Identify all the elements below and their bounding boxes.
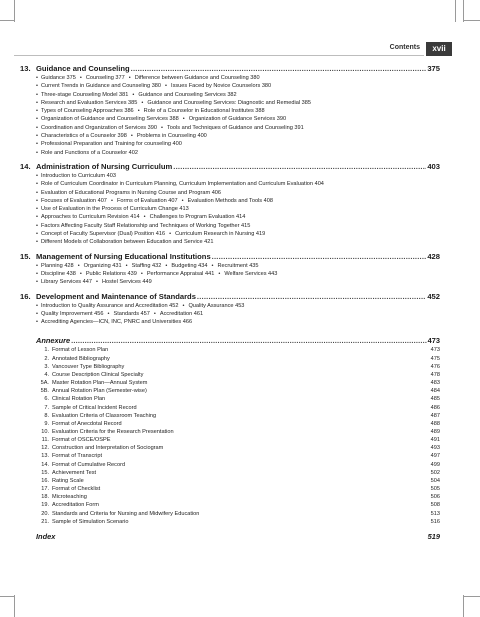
topic-entry[interactable]: Evaluation Methods and Tools 408 [187, 197, 273, 204]
chapter-number: 13. [20, 64, 31, 73]
annexure-item[interactable] [36, 518, 440, 526]
topic-entry[interactable]: Organization of Guidance Services 390 [188, 116, 287, 123]
bullet-icon: • [36, 172, 38, 179]
topic-list [20, 302, 440, 327]
chapter-heading[interactable] [20, 162, 440, 172]
topic-line [36, 140, 440, 148]
bullet-icon: • [211, 262, 214, 269]
topic-entry[interactable]: Three-stage Counseling Model 381 [41, 91, 129, 98]
topic-entry[interactable]: Issues Faced by Novice Counselors 380 [171, 83, 272, 90]
annexure-item-title: Format of Checklist [52, 486, 101, 493]
bullet-icon: • [36, 181, 38, 188]
annexure-item-page: 508 [430, 502, 440, 509]
topic-line [36, 115, 440, 123]
topic-entry[interactable]: Tools and Techniques of Guidance and Counseling 391 [167, 124, 304, 131]
annexure-item-number: 3. [44, 363, 49, 370]
topic-line [36, 74, 440, 82]
annexure-item-page: 513 [430, 510, 440, 517]
topic-line [36, 205, 440, 213]
topic-line [36, 197, 440, 205]
bullet-icon: • [36, 108, 38, 115]
annexure-item-page: 476 [430, 363, 440, 370]
topic-entry[interactable]: Role of Curriculum Coordinator in Curriculum Planning, Curriculum Implementation and Curriculum Evaluation 404 [41, 181, 324, 188]
bullet-icon: • [36, 149, 38, 156]
bullet-icon: • [182, 116, 185, 123]
bullet-icon: • [36, 141, 38, 148]
chapter-entry [20, 292, 440, 327]
topic-entry[interactable]: Guidance 375 [41, 75, 76, 81]
bullet-icon: • [141, 99, 144, 106]
annexure-item-title: Course Description Clinical Specialty [52, 371, 144, 378]
topic-line [36, 189, 440, 197]
annexure-item-title: Evaluation Criteria for the Research Presentation [52, 428, 174, 435]
bullet-icon: • [36, 319, 38, 326]
topic-line [36, 278, 440, 286]
annexure-item[interactable] [36, 428, 440, 436]
topic-line [36, 230, 440, 238]
annexure-item-number: 20. [41, 510, 49, 517]
annexure-item-page: 516 [430, 518, 440, 525]
bullet-icon: • [36, 206, 38, 213]
bullet-icon: • [77, 262, 80, 269]
topic-entry[interactable]: Quality Improvement 456 [41, 310, 104, 317]
annexure-item[interactable] [36, 404, 440, 412]
bullet-icon: • [140, 270, 143, 277]
bullet-icon: • [137, 108, 140, 115]
topic-entry[interactable]: Recruitment 435 [217, 262, 259, 269]
chapter-heading[interactable] [20, 252, 440, 262]
header-section-label: Contents [389, 44, 420, 51]
bullet-icon: • [96, 279, 98, 286]
dot-leader [212, 252, 427, 262]
bullet-icon: • [36, 270, 38, 277]
chapter-number: 14. [20, 161, 31, 171]
annexure-item-title: Construction and Interpretation of Sociogram [52, 445, 164, 452]
topic-entry[interactable]: Professional Preparation and Training for counseling 400 [41, 141, 182, 148]
topic-entry[interactable]: Role of a Counselor in Educational Institutes 388 [143, 108, 265, 115]
index-entry[interactable] [36, 532, 440, 541]
annexure-item-number: 5A. [40, 380, 49, 387]
annexure-item-page: 504 [430, 477, 440, 484]
bullet-icon: • [165, 83, 168, 90]
chapter-title: Development and Maintenance of Standards [36, 291, 196, 301]
topic-list [20, 262, 440, 287]
annexure-item-page: 497 [430, 453, 440, 460]
topic-entry[interactable]: Types of Counseling Approaches 386 [41, 108, 134, 115]
chapter-entry [20, 252, 440, 287]
bullet-icon: • [36, 302, 38, 309]
bullet-icon: • [169, 231, 172, 238]
topic-entry[interactable]: Different Models of Collaboration between Education and Service 421 [41, 239, 214, 246]
dot-leader [71, 336, 427, 346]
annexure-item[interactable] [36, 379, 440, 387]
annexure-item[interactable] [36, 510, 440, 518]
annexure-item-number: 7. [44, 404, 49, 411]
annexure-item[interactable] [36, 387, 440, 395]
annexure-item-page: 499 [430, 461, 440, 468]
topic-entry[interactable]: Discipline 438 [41, 270, 76, 277]
topic-line [36, 91, 440, 99]
header-page-number: xvii [426, 42, 452, 56]
table-of-contents [20, 64, 440, 541]
topic-line [36, 213, 440, 221]
annexure-item-page: 491 [430, 437, 440, 444]
bullet-icon: • [153, 310, 156, 317]
crop-mark [14, 595, 15, 617]
topic-entry[interactable]: Challenges to Program Evaluation 414 [149, 214, 246, 221]
annexure-item-page: 484 [430, 388, 440, 395]
chapter-title: Administration of Nursing Curriculum [36, 161, 173, 171]
topic-entry[interactable]: Quality Assurance 453 [188, 302, 245, 309]
annexure-item[interactable] [36, 436, 440, 444]
bullet-icon: • [36, 133, 38, 140]
annexure-item-number: 11. [41, 437, 49, 444]
topic-list [20, 172, 440, 247]
topic-entry[interactable]: Problems in Counseling 400 [136, 133, 207, 140]
dot-leader [173, 162, 426, 172]
annexure-item-number: 8. [44, 412, 49, 419]
index-page: 519 [427, 531, 440, 541]
annexure-item-title: Annual Rotation Plan (Semester-wise) [52, 388, 147, 395]
bullet-icon: • [165, 262, 168, 269]
crop-mark [0, 20, 14, 21]
topic-entry[interactable]: Accreditation 461 [159, 310, 204, 317]
bullet-icon: • [36, 189, 38, 196]
chapter-title: Management of Nursing Educational Institutions [36, 251, 211, 261]
topic-line [36, 302, 440, 310]
topic-entry[interactable]: Planning 428 [41, 262, 74, 269]
annexure-item-page: 506 [430, 494, 440, 501]
annexure-item-title: Sample of Simulation Scenario [52, 518, 129, 525]
annexure-item-title: Format of Transcript [52, 453, 103, 460]
annexure-item-page: 478 [430, 371, 440, 378]
annexure-item-title: Format of Cumulative Record [52, 461, 126, 468]
topic-line [36, 149, 440, 157]
annexure-item-number: 4. [44, 371, 49, 378]
crop-mark [14, 0, 15, 22]
topic-line [36, 180, 440, 188]
chapter-title: Guidance and Counseling [36, 64, 130, 73]
topic-entry[interactable]: Budgeting 434 [171, 262, 208, 269]
annexure-item-title: Standards and Criteria for Nursing and Midwifery Education [52, 510, 200, 517]
topic-entry[interactable]: Curriculum Research in Nursing 419 [175, 231, 266, 238]
crop-mark [463, 0, 464, 22]
annexure-item-title: Sample of Critical Incident Record [52, 404, 137, 411]
annexure-item-page: 502 [430, 469, 440, 476]
annexure-item-number: 13. [41, 453, 49, 460]
chapter-heading[interactable] [20, 64, 440, 74]
annexure-item[interactable] [36, 452, 440, 460]
chapter-page: 452 [427, 291, 440, 301]
annexure-item-title: Achievement Test [52, 469, 97, 476]
annexure-item-title: Rating Scale [52, 477, 84, 484]
annexure-item-title: Vancouver Type Bibliography [52, 363, 125, 370]
annexure-item[interactable] [36, 363, 440, 371]
topic-line [36, 124, 440, 132]
annexure-item-title: Microteaching [52, 494, 87, 501]
annexure-item-number: 15. [41, 469, 49, 476]
header-rule [14, 55, 424, 56]
annexure-item-number: 21. [41, 518, 49, 525]
annexure-item[interactable] [36, 469, 440, 477]
topic-entry[interactable]: Counseling 377 [85, 75, 125, 81]
annexure-item[interactable] [36, 420, 440, 428]
annexure-item-page: 475 [430, 355, 440, 362]
topic-entry[interactable]: Welfare Services 443 [224, 270, 278, 277]
annexure-item-number: 18. [41, 494, 49, 501]
chapter-page: 375 [427, 64, 440, 73]
bullet-icon: • [161, 124, 163, 131]
annexure-item[interactable] [36, 371, 440, 379]
topic-list [20, 74, 440, 157]
annexure-item[interactable] [36, 501, 440, 509]
chapter-entry [20, 64, 440, 157]
annexure-item-title: Format of Anecdotal Record [52, 420, 122, 427]
bullet-icon: • [110, 197, 113, 204]
annexure-item-number: 10. [41, 428, 49, 435]
annexure-page: 473 [427, 336, 440, 346]
annexure-item-number: 6. [44, 396, 49, 403]
bullet-icon: • [128, 75, 131, 81]
bullet-icon: • [79, 75, 82, 81]
annexure-title: Annexure [36, 336, 71, 346]
annexure-item[interactable] [36, 412, 440, 420]
index-title: Index [36, 531, 56, 541]
bullet-icon: • [36, 83, 38, 90]
topic-entry[interactable]: Introduction to Curriculum 403 [41, 172, 116, 179]
bullet-icon: • [36, 279, 38, 286]
topic-entry[interactable]: Use of Evaluation in the Process of Curriculum Change 413 [41, 206, 189, 213]
chapter-heading[interactable] [20, 292, 440, 302]
annexure-item-number: 1. [44, 347, 49, 354]
bullet-icon: • [36, 222, 38, 229]
topic-entry[interactable]: Approaches to Curriculum Revision 414 [41, 214, 140, 221]
annexure-item-title: Master Rotation Plan—Annual System [52, 380, 148, 387]
topic-entry[interactable]: Organizing 431 [83, 262, 122, 269]
chapter-entry [20, 162, 440, 247]
annexure-item-number: 2. [44, 355, 49, 362]
topic-entry[interactable]: Guidance and Counseling Services: Diagnostic and Remedial 385 [147, 99, 311, 106]
annexure-item[interactable] [36, 346, 440, 354]
bullet-icon: • [107, 310, 110, 317]
topic-entry[interactable]: Accrediting Agencies—ICN, INC, PNRC and Universities 466 [41, 319, 193, 326]
topic-line [36, 99, 440, 107]
annexure-item-number: 12. [41, 445, 49, 452]
annexure-item-title: Accreditation Form [52, 502, 99, 509]
annexure-item[interactable] [36, 493, 440, 501]
topic-entry[interactable]: Performance Appraisal 441 [146, 270, 215, 277]
topic-entry[interactable]: Introduction to Quality Assurance and Accreditation 452 [41, 302, 179, 309]
topic-line [36, 107, 440, 115]
annexure-item-number: 19. [41, 502, 49, 509]
topic-entry[interactable]: Coordination and Organization of Services 390 [41, 124, 157, 131]
chapter-number: 16. [20, 291, 31, 301]
annexure-heading[interactable] [36, 336, 440, 346]
annexure-item-page: 485 [430, 396, 440, 403]
annexure-item-title: Annotated Bibliography [52, 355, 110, 362]
bullet-icon: • [181, 197, 184, 204]
crop-mark [455, 0, 456, 22]
topic-line [36, 318, 440, 326]
bullet-icon: • [182, 302, 185, 309]
bullet-icon: • [36, 124, 38, 131]
bullet-icon: • [36, 231, 38, 238]
topic-entry[interactable]: Evaluation of Educational Programs in Nursing Course and Program 406 [41, 189, 222, 196]
annexure-item[interactable] [36, 461, 440, 469]
topic-entry[interactable]: Standards 457 [113, 310, 150, 317]
crop-mark [463, 20, 480, 21]
annexure-item[interactable] [36, 477, 440, 485]
topic-line [36, 310, 440, 318]
annexure-item-number: 5B. [40, 388, 49, 395]
topic-line [36, 270, 440, 278]
bullet-icon: • [218, 270, 221, 277]
annexure-item-page: 487 [430, 412, 440, 419]
topic-entry[interactable]: Hostel Services 449 [102, 279, 152, 286]
topic-entry[interactable]: Library Services 447 [41, 279, 92, 286]
topic-line [36, 132, 440, 140]
bullet-icon: • [130, 133, 133, 140]
chapter-page: 403 [427, 161, 440, 171]
annexure-item[interactable] [36, 355, 440, 363]
topic-entry[interactable]: Role and Functions of a Counselor 402 [41, 149, 139, 156]
crop-mark [463, 596, 480, 597]
annexure-item-page: 473 [430, 347, 440, 354]
annexure-item-number: 17. [41, 486, 49, 493]
annexure-item[interactable] [36, 395, 440, 403]
bullet-icon: • [36, 99, 38, 106]
annexure-item-page: 505 [430, 486, 440, 493]
annexure-item-number: 16. [41, 477, 49, 484]
dot-leader [131, 64, 427, 74]
bullet-icon: • [79, 270, 82, 277]
annexure-item-page: 483 [430, 380, 440, 387]
annexure-item-title: Evaluation Criteria of Classroom Teaching [52, 412, 157, 419]
annexure-item-page: 486 [430, 404, 440, 411]
chapter-page: 428 [427, 251, 440, 261]
crop-mark [463, 595, 464, 617]
bullet-icon: • [36, 91, 38, 98]
annexure-section [20, 336, 440, 540]
topic-entry[interactable]: Difference between Guidance and Counseling 380 [134, 75, 260, 81]
topic-entry[interactable]: Concept of Faculty Supervisor (Dual) Position 416 [41, 231, 166, 238]
topic-entry[interactable]: Guidance and Counseling Services 382 [138, 91, 237, 98]
bullet-icon: • [36, 75, 38, 81]
topic-line [36, 172, 440, 180]
bullet-icon: • [132, 91, 135, 98]
annexure-item[interactable] [36, 485, 440, 493]
annexure-item-page: 493 [430, 445, 440, 452]
annexure-item-title: Format of Lesson Plan [52, 347, 109, 354]
annexure-list [20, 346, 440, 525]
annexure-item-title: Clinical Rotation Plan [52, 396, 106, 403]
crop-mark [0, 596, 14, 597]
topic-line [36, 82, 440, 90]
annexure-item-title: Format of OSCE/OSPE [52, 437, 111, 444]
topic-entry[interactable]: Current Trends in Guidance and Counseling 380 [41, 83, 162, 90]
bullet-icon: • [36, 310, 38, 317]
chapter-number: 15. [20, 251, 31, 261]
annexure-item-page: 489 [430, 428, 440, 435]
annexure-item-page: 488 [430, 420, 440, 427]
annexure-item-number: 9. [44, 420, 49, 427]
topic-entry[interactable]: Organization of Guidance and Counseling Services 388 [41, 116, 179, 123]
bullet-icon: • [125, 262, 128, 269]
bullet-icon: • [36, 197, 38, 204]
topic-entry[interactable]: Factors Affecting Faculty Staff Relationship and Techniques of Working Together 415 [41, 222, 251, 229]
topic-entry[interactable]: Characteristics of a Counselor 398 [41, 133, 127, 140]
topic-entry[interactable]: Forms of Evaluation 407 [116, 197, 178, 204]
bullet-icon: • [143, 214, 146, 221]
annexure-item-number: 14. [41, 461, 49, 468]
running-header [0, 42, 480, 56]
topic-line [36, 222, 440, 230]
topic-line [36, 262, 440, 270]
topic-line [36, 238, 440, 246]
dot-leader [197, 292, 426, 302]
topic-entry[interactable]: Focuses of Evaluation 407 [41, 197, 107, 204]
topic-entry[interactable]: Staffing 432 [131, 262, 162, 269]
bullet-icon: • [36, 262, 38, 269]
bullet-icon: • [36, 116, 38, 123]
topic-entry[interactable]: Research and Evaluation Services 385 [41, 99, 138, 106]
bullet-icon: • [36, 214, 38, 221]
annexure-item[interactable] [36, 444, 440, 452]
topic-entry[interactable]: Public Relations 439 [85, 270, 137, 277]
bullet-icon: • [36, 239, 38, 246]
